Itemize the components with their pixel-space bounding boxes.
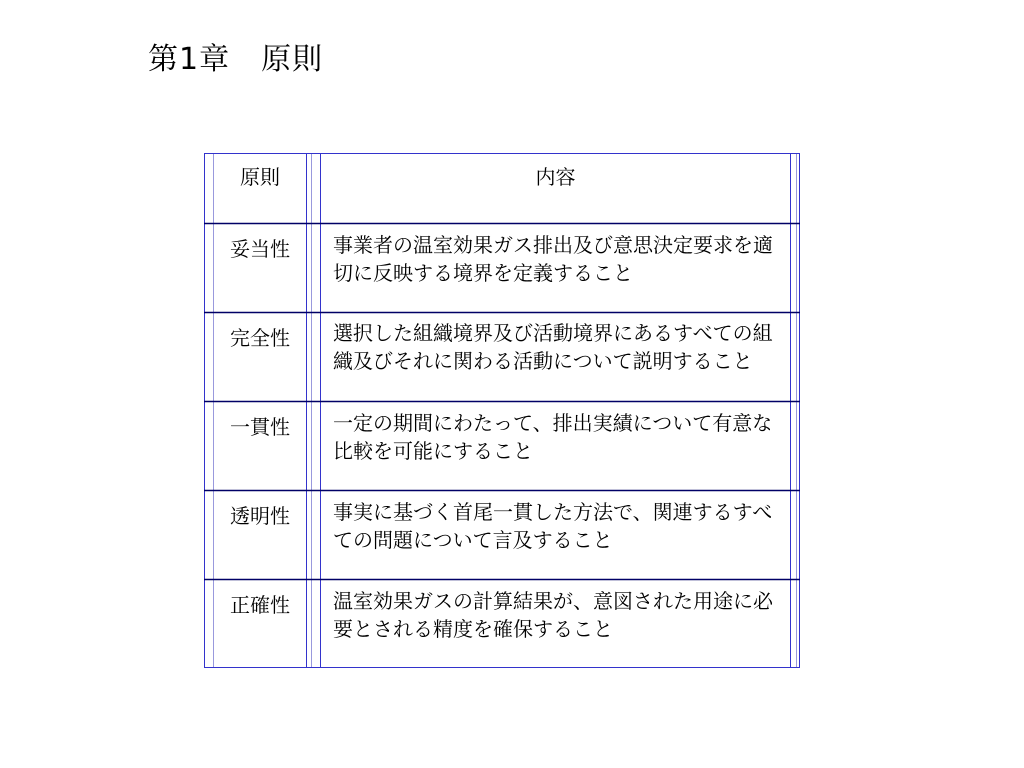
row-5-content: 温室効果ガスの計算結果が、意図された用途に必要とされる精度を確保すること [333,589,773,641]
principles-table [204,153,800,668]
header-content: 内容 [535,165,576,189]
row-4-content: 事実に基づく首尾一貫した方法で、関連するすべての問題について言及すること [333,500,773,552]
page-title: 第1章 原則 [148,42,324,77]
row-1-content: 事業者の温室効果ガス排出及び意思決定要求を適切に反映する境界を定義すること [333,233,773,285]
row-4-principle: 透明性 [230,504,290,528]
row-2-content: 選択した組織境界及び活動境界にあるすべての組織及びそれに関わる活動について説明すること [333,321,773,373]
header-principle: 原則 [240,165,280,189]
row-3-principle: 一貫性 [230,415,290,439]
row-3-content: 一定の期間にわたって、排出実績について有意な比較を可能にすること [333,411,773,463]
row-5-principle: 正確性 [230,593,290,617]
row-1-principle: 妥当性 [230,237,290,261]
row-2-principle: 完全性 [230,326,290,350]
